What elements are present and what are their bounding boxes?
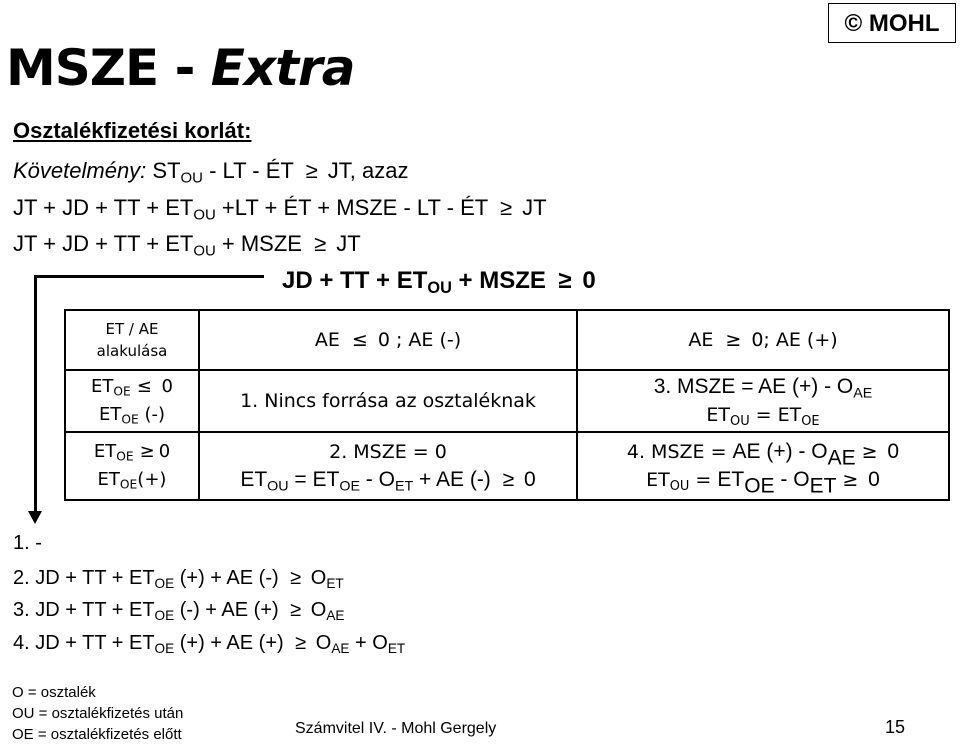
text: (-) bbox=[138, 404, 165, 425]
subscript: ET bbox=[326, 576, 344, 592]
text: + AE (-) bbox=[413, 468, 497, 491]
text: JD + TT + ET bbox=[282, 267, 428, 294]
subscript: AE bbox=[853, 385, 873, 402]
copyright-badge: © MOHL bbox=[828, 3, 956, 43]
geq-symbol: ≥ bbox=[842, 469, 859, 491]
subscript: OE bbox=[113, 384, 131, 399]
case-line: 2. MSZE = 0 bbox=[329, 441, 447, 463]
text: + O bbox=[349, 632, 388, 654]
text: 4. JD + TT + ET bbox=[13, 632, 155, 654]
text: ET bbox=[717, 468, 745, 491]
subscript: AE bbox=[326, 608, 345, 624]
text: (+) bbox=[137, 469, 167, 490]
text: 0 bbox=[155, 376, 174, 397]
text: ET bbox=[93, 441, 117, 462]
text: - O bbox=[774, 468, 810, 491]
table-header-row bbox=[65, 310, 949, 370]
header-cell-ae-negative bbox=[199, 310, 577, 370]
leq-symbol: ≤ bbox=[351, 329, 368, 351]
requirement-label: Követelmény: bbox=[13, 158, 147, 183]
result-line-2 bbox=[13, 566, 344, 590]
text: (+) + AE (-) bbox=[174, 567, 285, 589]
text: = ET bbox=[749, 404, 802, 426]
result-line-4 bbox=[13, 631, 405, 655]
arrow-down-icon bbox=[28, 511, 42, 524]
text: = bbox=[689, 469, 718, 491]
subscript: OE bbox=[801, 413, 820, 429]
case-line bbox=[578, 401, 948, 429]
slide-title bbox=[6, 38, 354, 98]
text: ST bbox=[152, 158, 181, 183]
condition-line bbox=[66, 466, 198, 494]
case-4-cell bbox=[577, 432, 949, 500]
case-3-cell bbox=[577, 370, 949, 432]
bracket-line-vertical bbox=[34, 275, 37, 512]
header-label: ET / AE bbox=[105, 320, 159, 338]
geq-symbol: ≥ bbox=[290, 599, 302, 621]
case-line bbox=[578, 438, 948, 470]
geq-symbol: ≥ bbox=[305, 158, 318, 183]
subscript: AE bbox=[331, 641, 350, 657]
key-inequality bbox=[282, 266, 596, 296]
result-line-3 bbox=[13, 598, 344, 622]
leq-symbol: ≤ bbox=[136, 376, 152, 397]
condition-cell-et-positive bbox=[65, 432, 199, 500]
subscript: OU bbox=[730, 413, 750, 429]
subscript: OE bbox=[744, 474, 775, 498]
text: JT bbox=[330, 231, 361, 256]
subscript: ET bbox=[394, 478, 414, 495]
text: JT bbox=[516, 195, 547, 220]
result-line-1: 1. - bbox=[13, 532, 42, 554]
subscript: OU bbox=[193, 242, 216, 260]
subscript: ET bbox=[809, 474, 837, 498]
case-line bbox=[578, 373, 948, 401]
header-label: alakulása bbox=[96, 342, 168, 360]
text: ET bbox=[646, 469, 670, 491]
bracket-line-horizontal bbox=[36, 275, 264, 278]
text: = ET bbox=[288, 468, 340, 491]
geq-symbol: ≥ bbox=[725, 329, 742, 351]
text: (-) + AE (+) bbox=[174, 599, 285, 621]
geq-symbol: ≥ bbox=[139, 441, 155, 462]
geq-symbol: ≥ bbox=[861, 441, 878, 463]
subscript: OE bbox=[121, 412, 139, 427]
geq-symbol: ≥ bbox=[314, 231, 327, 256]
subscript: AE bbox=[827, 446, 856, 470]
text: 0 bbox=[518, 468, 536, 491]
subscript: ET bbox=[387, 641, 406, 657]
text: JT + JD + TT + ET bbox=[13, 231, 194, 256]
case-line bbox=[578, 466, 948, 498]
geq-symbol: ≥ bbox=[502, 468, 515, 491]
text: ET bbox=[98, 404, 122, 425]
text: 0; AE (+) bbox=[745, 329, 838, 351]
text: ET bbox=[706, 404, 731, 426]
text: 4. MSZE = bbox=[626, 441, 733, 463]
subscript: OU bbox=[669, 478, 690, 494]
geq-symbol: ≥ bbox=[295, 632, 307, 654]
text: (+) + AE (+) bbox=[174, 632, 290, 654]
text: - O bbox=[359, 468, 395, 491]
geq-symbol: ≥ bbox=[499, 195, 513, 220]
legend-item: O = osztalék bbox=[12, 684, 96, 701]
subscript: OU bbox=[267, 478, 289, 495]
subscript: OE bbox=[154, 641, 175, 657]
text: AE bbox=[688, 329, 720, 351]
case-2-cell bbox=[199, 432, 577, 500]
condition-cell-et-negative bbox=[65, 370, 199, 432]
condition-line bbox=[66, 438, 198, 466]
case-text: 1. Nincs forrása az osztaléknak bbox=[240, 390, 536, 412]
subscript: OU bbox=[193, 206, 216, 224]
subscript: OU bbox=[180, 169, 203, 187]
text: AE (+) - O bbox=[732, 440, 828, 463]
text: ET bbox=[240, 468, 268, 491]
legend-item: OU = osztalékfizetés után bbox=[12, 705, 184, 722]
section-heading: Osztalékfizetési korlát: bbox=[13, 118, 252, 143]
text: - LT - ÉT bbox=[202, 158, 300, 183]
subscript: OE bbox=[116, 449, 134, 464]
text: JT + JD + TT + ET bbox=[13, 195, 194, 220]
subscript: OU bbox=[427, 278, 452, 297]
text: ET bbox=[97, 469, 120, 490]
text: O bbox=[305, 599, 327, 621]
header-cell-condition bbox=[65, 310, 199, 370]
legend-item: OE = osztalékfizetés előtt bbox=[12, 726, 182, 743]
page-number: 15 bbox=[885, 717, 906, 737]
text: 0 bbox=[575, 267, 596, 294]
requirement-line bbox=[13, 156, 408, 186]
title-italic: Extra bbox=[210, 39, 355, 97]
text: 3. JD + TT + ET bbox=[13, 599, 155, 621]
text: 2. JD + TT + ET bbox=[13, 567, 155, 589]
text: + MSZE bbox=[215, 231, 309, 256]
footer-course: Számvitel IV. - Mohl Gergely bbox=[295, 720, 497, 737]
table-row bbox=[65, 370, 949, 432]
text: 0 bbox=[862, 468, 880, 491]
subscript: OE bbox=[119, 477, 138, 492]
condition-line bbox=[66, 373, 198, 401]
case-1-cell bbox=[199, 370, 577, 432]
equation-line-2 bbox=[13, 193, 547, 223]
text: 0 bbox=[881, 440, 900, 463]
text: +LT + ÉT + MSZE - LT - ÉT bbox=[215, 195, 494, 220]
text: 3. MSZE = AE (+) - O bbox=[653, 375, 854, 398]
text: 0 ; AE (-) bbox=[371, 329, 462, 351]
subscript: OE bbox=[339, 478, 360, 495]
text: 0 bbox=[158, 441, 171, 462]
text: O bbox=[305, 567, 327, 589]
geq-symbol: ≥ bbox=[290, 567, 302, 589]
subscript: OE bbox=[154, 576, 175, 592]
subscript: OE bbox=[154, 608, 175, 624]
case-table bbox=[64, 309, 950, 501]
text: O bbox=[310, 632, 332, 654]
table-row bbox=[65, 432, 949, 500]
text: ET bbox=[90, 376, 114, 397]
text: AE bbox=[314, 329, 346, 351]
title-main: MSZE - bbox=[6, 39, 211, 97]
geq-symbol: ≥ bbox=[558, 267, 572, 294]
header-cell-ae-positive bbox=[577, 310, 949, 370]
text: JT, azaz bbox=[321, 158, 409, 183]
condition-line bbox=[66, 401, 198, 429]
text: + MSZE bbox=[451, 267, 553, 294]
case-line bbox=[200, 466, 576, 494]
equation-line-3 bbox=[13, 229, 361, 259]
